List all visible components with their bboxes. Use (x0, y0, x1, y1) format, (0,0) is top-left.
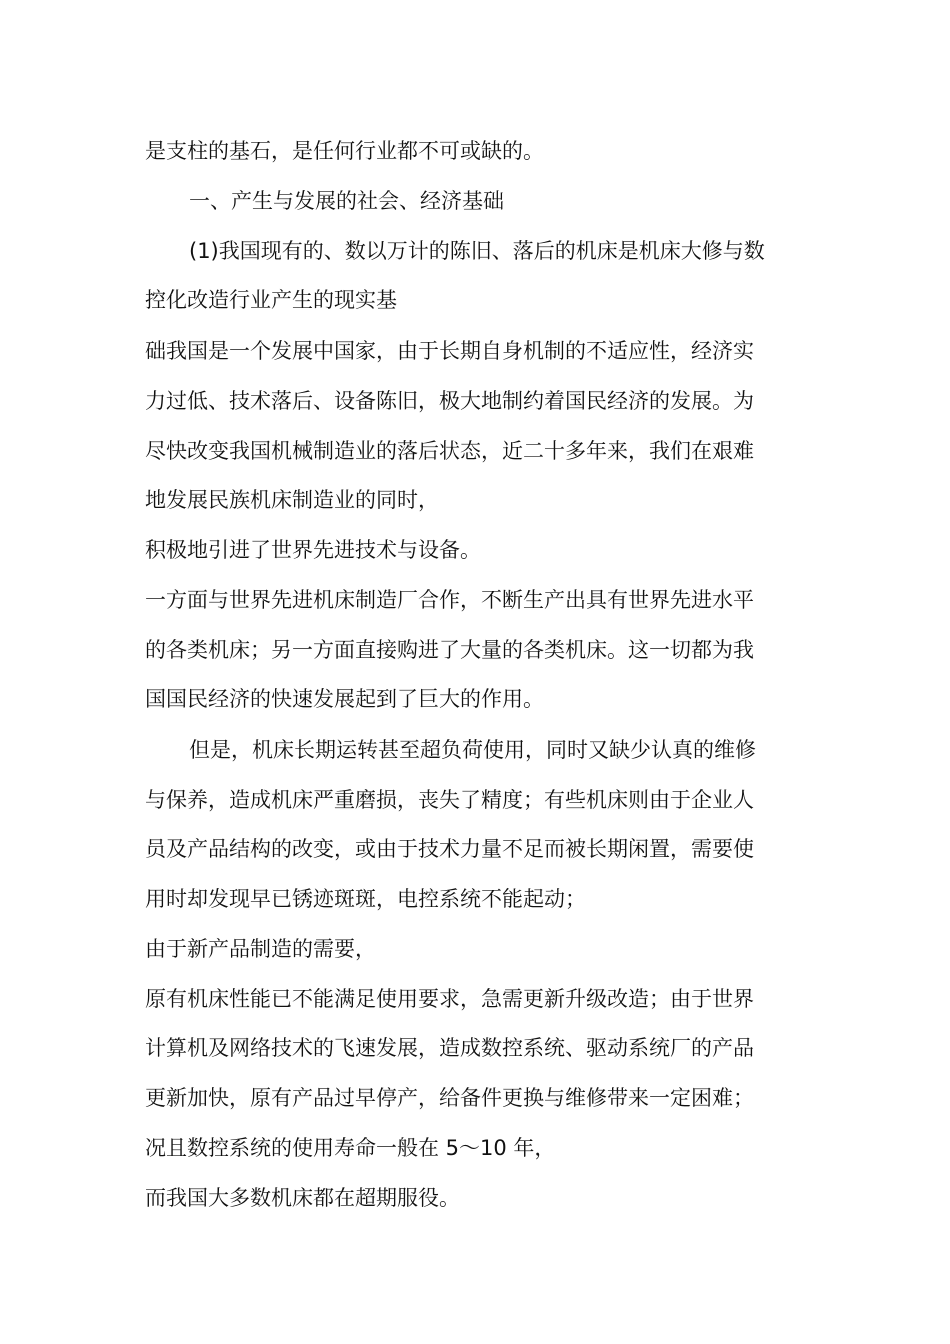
text-line: 更新加快，原有产品过早停产，给备件更换与维修带来一定困难； (145, 1086, 754, 1110)
text-line: 控化改造行业产生的现实基 (145, 288, 397, 312)
text-line: 础我国是一个发展中国家，由于长期自身机制的不适应性，经济实 (145, 339, 754, 363)
text-line: 用时却发现早已锈迹斑斑，电控系统不能起动； (145, 887, 586, 911)
text-line: 况且数控系统的使用寿命一般在 5～10 年， (145, 1136, 556, 1160)
text-line: 积极地引进了世界先进技术与设备。 (145, 538, 481, 562)
text-line: 而我国大多数机床都在超期服役。 (145, 1186, 460, 1210)
text-line: 尽快改变我国机械制造业的落后状态，近二十多年来，我们在艰难 (145, 439, 754, 463)
section-heading: 一、产生与发展的社会、经济基础 (189, 189, 504, 213)
text-line: 由于新产品制造的需要， (145, 937, 376, 961)
text-line: 力过低、技术落后、设备陈旧，极大地制约着国民经济的发展。为 (145, 389, 754, 413)
text-line: 员及产品结构的改变，或由于技术力量不足而被长期闲置，需要使 (145, 837, 754, 861)
text-line: 国国民经济的快速发展起到了巨大的作用。 (145, 687, 544, 711)
text-line: 的各类机床；另一方面直接购进了大量的各类机床。这一切都为我 (145, 638, 754, 662)
text-line: 地发展民族机床制造业的同时， (145, 488, 439, 512)
text-line: 与保养，造成机床严重磨损，丧失了精度；有些机床则由于企业人 (145, 788, 754, 812)
text-line: 原有机床性能已不能满足使用要求，急需更新升级改造；由于世界 (145, 987, 754, 1011)
text-line: 计算机及网络技术的飞速发展，造成数控系统、驱动系统厂的产品 (145, 1036, 754, 1060)
text-line: 但是，机床长期运转甚至超负荷使用，同时又缺少认真的维修 (189, 738, 756, 762)
text-line: 是支柱的基石，是任何行业都不可或缺的。 (145, 139, 544, 163)
text-line: 一方面与世界先进机床制造厂合作，不断生产出具有世界先进水平 (145, 588, 754, 612)
subsection-heading: (1)我国现有的、数以万计的陈旧、落后的机床是机床大修与数 (189, 239, 765, 263)
